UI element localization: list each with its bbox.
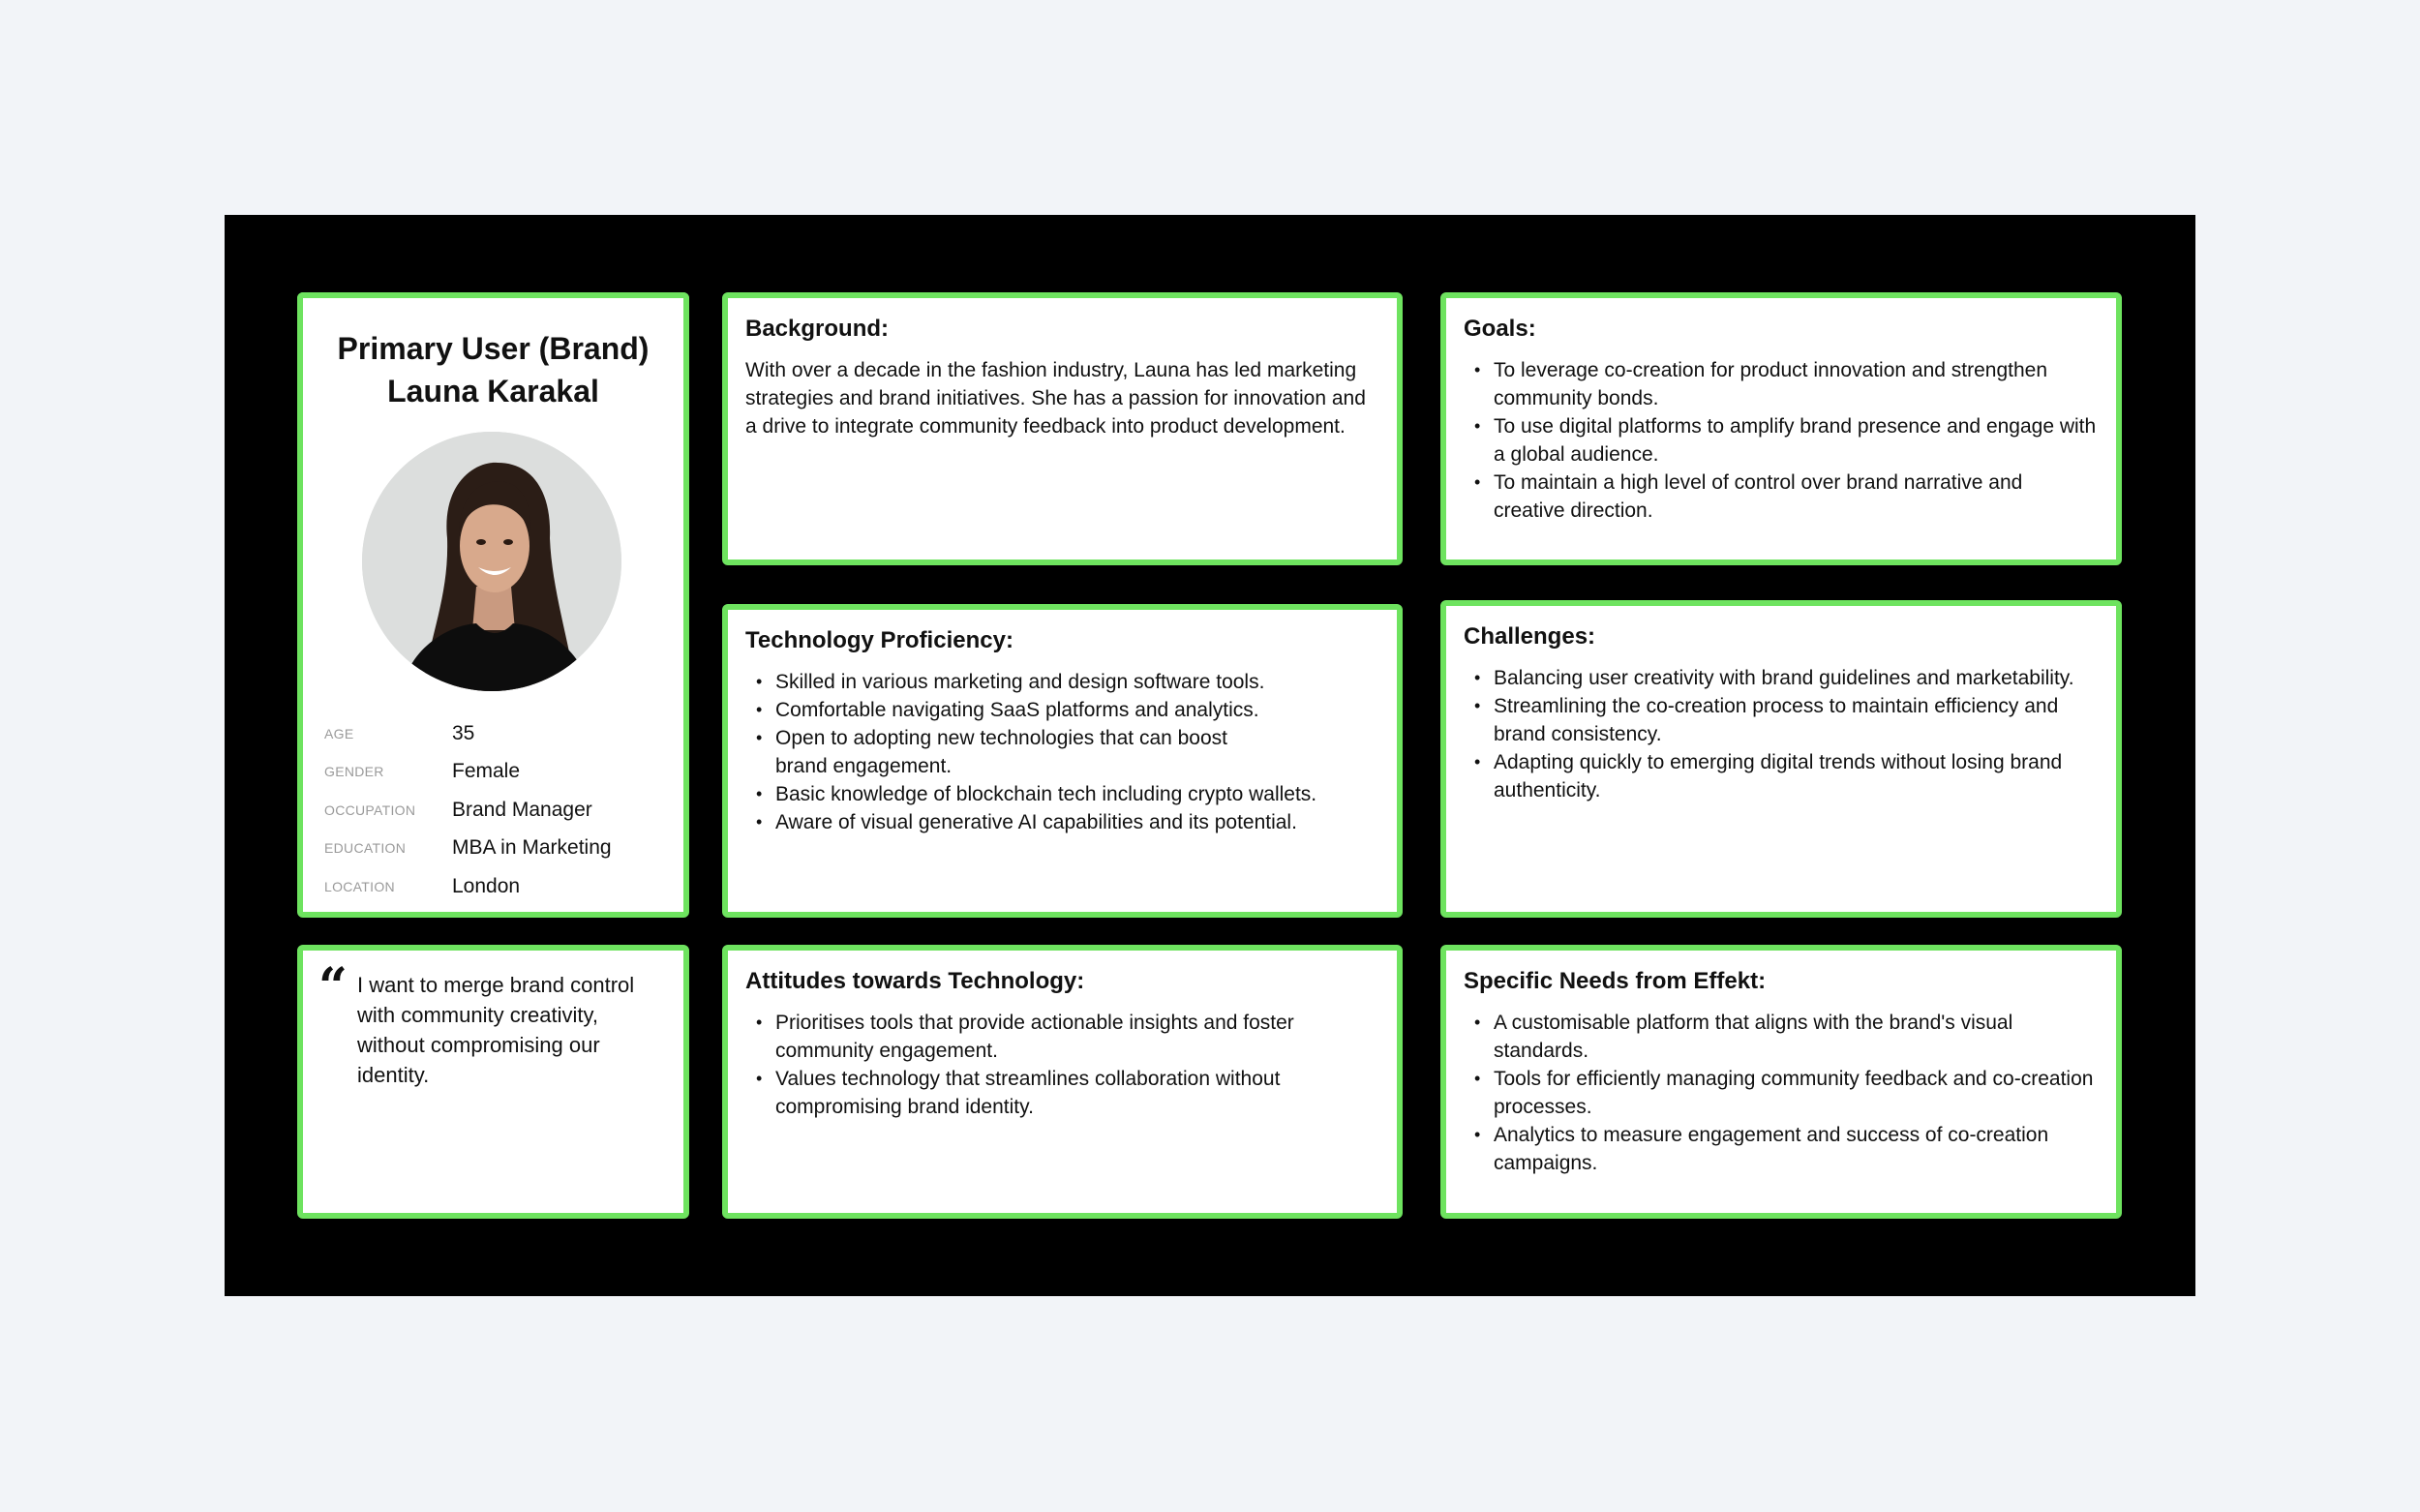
profile-title	[303, 327, 683, 412]
detail-row-age	[324, 714, 653, 753]
profile-role: Primary User (Brand)	[337, 331, 650, 366]
list-item: • Prioritises tools that provide actionable insights and foster community engagement.	[756, 1012, 1294, 1062]
quote-icon: “	[318, 957, 348, 1016]
needs-title: Specific Needs from Effekt:	[1464, 968, 1767, 994]
list-item: • Analytics to measure engagement and success of co-creation campaigns.	[1474, 1124, 2049, 1174]
goals-card	[1440, 292, 2122, 565]
goals-list	[1464, 356, 2099, 525]
profile-name: Launa Karakal	[387, 374, 599, 408]
list-item: • To maintain a high level of control over brand narrative and creative direction.	[1474, 471, 2023, 522]
challenges-card	[1440, 600, 2122, 918]
tech-proficiency-title: Technology Proficiency:	[745, 627, 1013, 653]
background-title: Background:	[745, 316, 890, 342]
persona-board	[225, 215, 2195, 1296]
profile-card	[297, 292, 689, 918]
detail-value: Female	[452, 760, 521, 783]
detail-value: Brand Manager	[452, 798, 592, 821]
list-item: • Skilled in various marketing and design software tools.	[756, 671, 1265, 693]
detail-label: LOCATION	[324, 878, 395, 894]
detail-label: OCCUPATION	[324, 801, 416, 818]
woman-portrait-icon	[362, 432, 621, 691]
detail-label: GENDER	[324, 764, 384, 780]
list-item: • Streamlining the co-creation process to maintain efficiency and brand consistency.	[1474, 695, 2059, 745]
attitudes-card	[722, 945, 1403, 1219]
list-item: • Aware of visual generative AI capabilities and its potential.	[756, 811, 1297, 833]
tech-proficiency-list	[745, 668, 1379, 836]
detail-value: MBA in Marketing	[452, 836, 612, 860]
goals-title: Goals:	[1464, 316, 1536, 342]
list-item: • Adapting quickly to emerging digital trends without losing brand authenticity.	[1474, 751, 2063, 801]
list-item: • Comfortable navigating SaaS platforms and analytics.	[756, 699, 1259, 721]
list-item: • Balancing user creativity with brand guidelines and marketability.	[1474, 667, 2074, 689]
challenges-title: Challenges:	[1464, 623, 1596, 650]
list-item: • A customisable platform that aligns with the brand's visual standards.	[1474, 1012, 2013, 1062]
detail-row-occupation	[324, 791, 653, 830]
attitudes-title: Attitudes towards Technology:	[745, 968, 1085, 994]
quote-card	[297, 945, 689, 1219]
detail-label: AGE	[324, 725, 354, 741]
list-item: • Tools for efficiently managing community feedback and co-creation processes.	[1474, 1068, 2094, 1118]
avatar	[362, 432, 621, 691]
profile-details	[324, 714, 653, 906]
list-item: • Open to adopting new technologies that can boost brand engagement.	[756, 727, 1228, 777]
challenges-list	[1464, 664, 2099, 804]
detail-label: EDUCATION	[324, 840, 407, 857]
detail-row-education	[324, 830, 653, 868]
needs-list	[1464, 1009, 2099, 1177]
list-item: • To use digital platforms to amplify brand presence and engage with a global audience.	[1474, 415, 2097, 466]
quote-text: I want to merge brand control with community creativity, without compromising our identity.	[357, 973, 635, 1087]
detail-row-location	[324, 867, 653, 906]
list-item: • Values technology that streamlines collaboration without compromising brand identity.	[756, 1068, 1281, 1118]
attitudes-list	[745, 1009, 1379, 1121]
background-text: With over a decade in the fashion industry, Launa has led marketing strategies and brand initiatives. She has a passion for innovation and a drive to integrate community feedback into product development.	[745, 359, 1366, 438]
list-item: • Basic knowledge of blockchain tech including crypto wallets.	[756, 783, 1317, 805]
list-item: • To leverage co-creation for product innovation and strengthen community bonds.	[1474, 359, 2048, 409]
needs-card	[1440, 945, 2122, 1219]
detail-value: London	[452, 874, 521, 897]
detail-row-gender	[324, 753, 653, 792]
detail-value: 35	[452, 721, 475, 744]
tech-proficiency-card	[722, 604, 1403, 918]
background-card	[722, 292, 1403, 565]
